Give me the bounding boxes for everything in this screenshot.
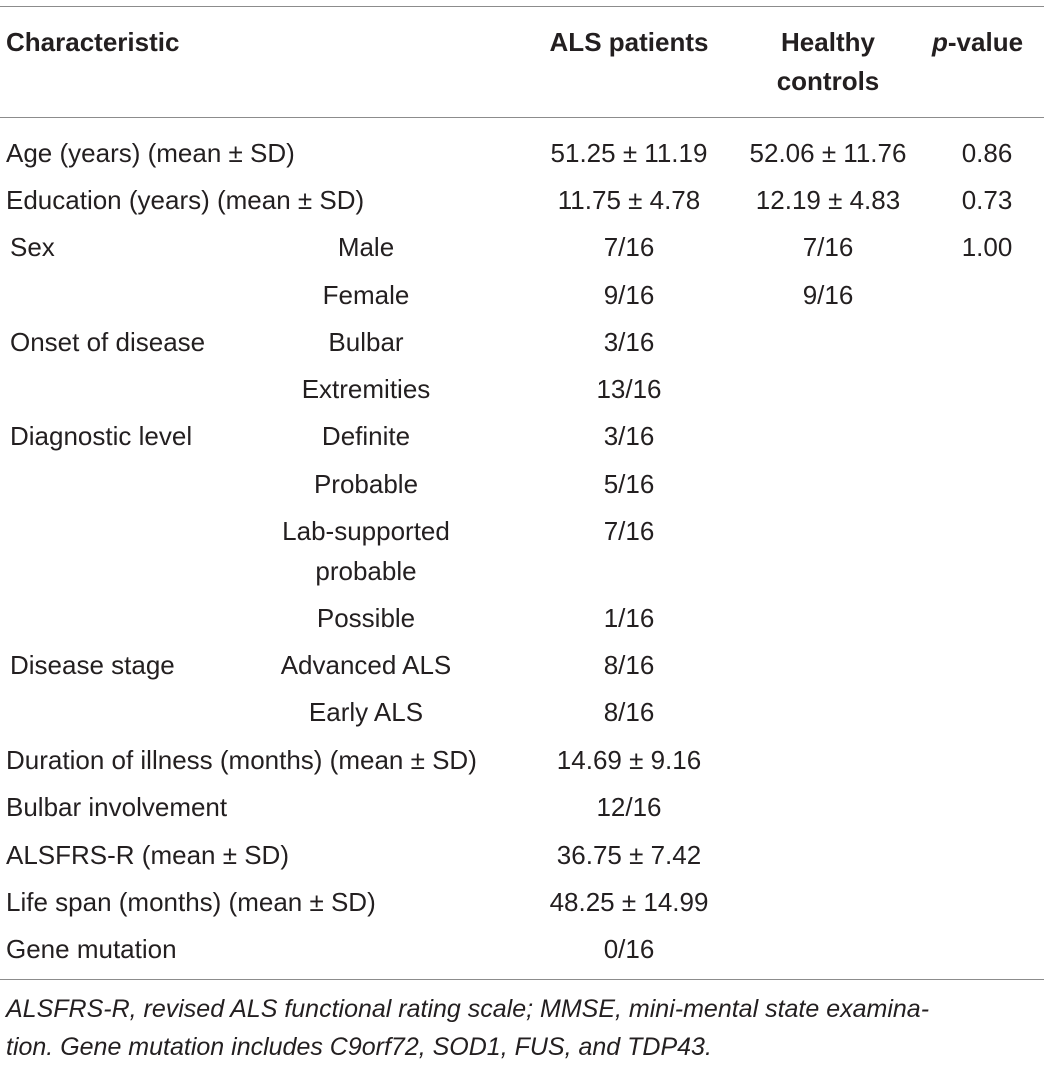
- table-bottom-rule: [0, 979, 1044, 980]
- footnote-line2: tion. Gene mutation includes C9orf72, SOD1, FUS, and TDP43.: [6, 1033, 712, 1061]
- row-label: Bulbar involvement: [6, 792, 228, 822]
- row-als-value: 7/16: [603, 232, 655, 262]
- row-sublabel: Male: [337, 232, 395, 262]
- row-label: Education (years) (mean ± SD): [6, 185, 365, 215]
- header-p-value: [932, 27, 1023, 57]
- row-als-value: 0/16: [603, 934, 655, 964]
- row-als-value: 51.25 ± 11.19: [550, 138, 708, 168]
- row-p-value: 1.00: [961, 232, 1013, 262]
- row-sublabel: Definite: [321, 421, 411, 451]
- row-healthy-value: 9/16: [802, 280, 854, 310]
- header-characteristic: Characteristic: [6, 27, 180, 57]
- row-als-value: 3/16: [603, 421, 655, 451]
- header-bottom-rule: [0, 117, 1044, 118]
- footnote-line1: ALSFRS-R, revised ALS functional rating scale; MMSE, mini-mental state examina-: [6, 995, 930, 1023]
- header-healthy-line2: controls: [776, 66, 880, 96]
- row-sublabel: Female: [322, 280, 410, 310]
- row-sublabel: Bulbar: [328, 327, 404, 357]
- row-sublabel: Advanced ALS: [280, 650, 452, 680]
- row-als-value: 14.69 ± 9.16: [556, 745, 702, 775]
- row-als-value: 13/16: [596, 374, 662, 404]
- row-p-value: 0.73: [961, 185, 1013, 215]
- row-label: Onset of disease: [10, 327, 206, 357]
- row-label: Diagnostic level: [10, 421, 193, 451]
- row-als-value: 9/16: [603, 280, 655, 310]
- row-healthy-value: 52.06 ± 11.76: [749, 138, 907, 168]
- row-als-value: 7/16: [603, 516, 655, 546]
- row-als-value: 48.25 ± 14.99: [549, 887, 709, 917]
- row-sublabel: Possible: [316, 603, 416, 633]
- row-als-value: 3/16: [603, 327, 655, 357]
- row-als-value: 11.75 ± 4.78: [557, 185, 701, 215]
- row-label: Disease stage: [10, 650, 175, 680]
- row-healthy-value: 12.19 ± 4.83: [755, 185, 901, 215]
- row-healthy-value: 7/16: [802, 232, 854, 262]
- row-sublabel: Extremities: [301, 374, 431, 404]
- table-top-rule: [0, 6, 1044, 7]
- table-footnote: [6, 990, 1036, 1066]
- row-sublabel-line2: probable: [315, 556, 417, 586]
- row-p-value: 0.86: [961, 138, 1013, 168]
- row-sublabel: Lab-supported: [282, 516, 450, 546]
- row-als-value: 12/16: [596, 792, 662, 822]
- row-label: Duration of illness (months) (mean ± SD): [6, 745, 477, 775]
- row-als-value: 5/16: [603, 469, 655, 499]
- row-label: Age (years) (mean ± SD): [6, 138, 295, 168]
- row-label: Life span (months) (mean ± SD): [6, 887, 376, 917]
- row-label: ALSFRS-R (mean ± SD): [6, 840, 289, 870]
- row-sublabel: Early ALS: [308, 697, 424, 727]
- row-als-value: 1/16: [603, 603, 655, 633]
- header-p-rest: -value: [947, 27, 1024, 57]
- row-sublabel: Probable: [313, 469, 419, 499]
- row-als-value: 8/16: [603, 697, 655, 727]
- header-healthy-line1: Healthy: [781, 27, 875, 57]
- row-als-value: 36.75 ± 7.42: [556, 840, 702, 870]
- row-als-value: 8/16: [603, 650, 655, 680]
- row-label: Gene mutation: [6, 934, 177, 964]
- row-label: Sex: [10, 232, 55, 262]
- header-als-patients: ALS patients: [549, 27, 709, 57]
- header-p-italic: p: [932, 27, 948, 57]
